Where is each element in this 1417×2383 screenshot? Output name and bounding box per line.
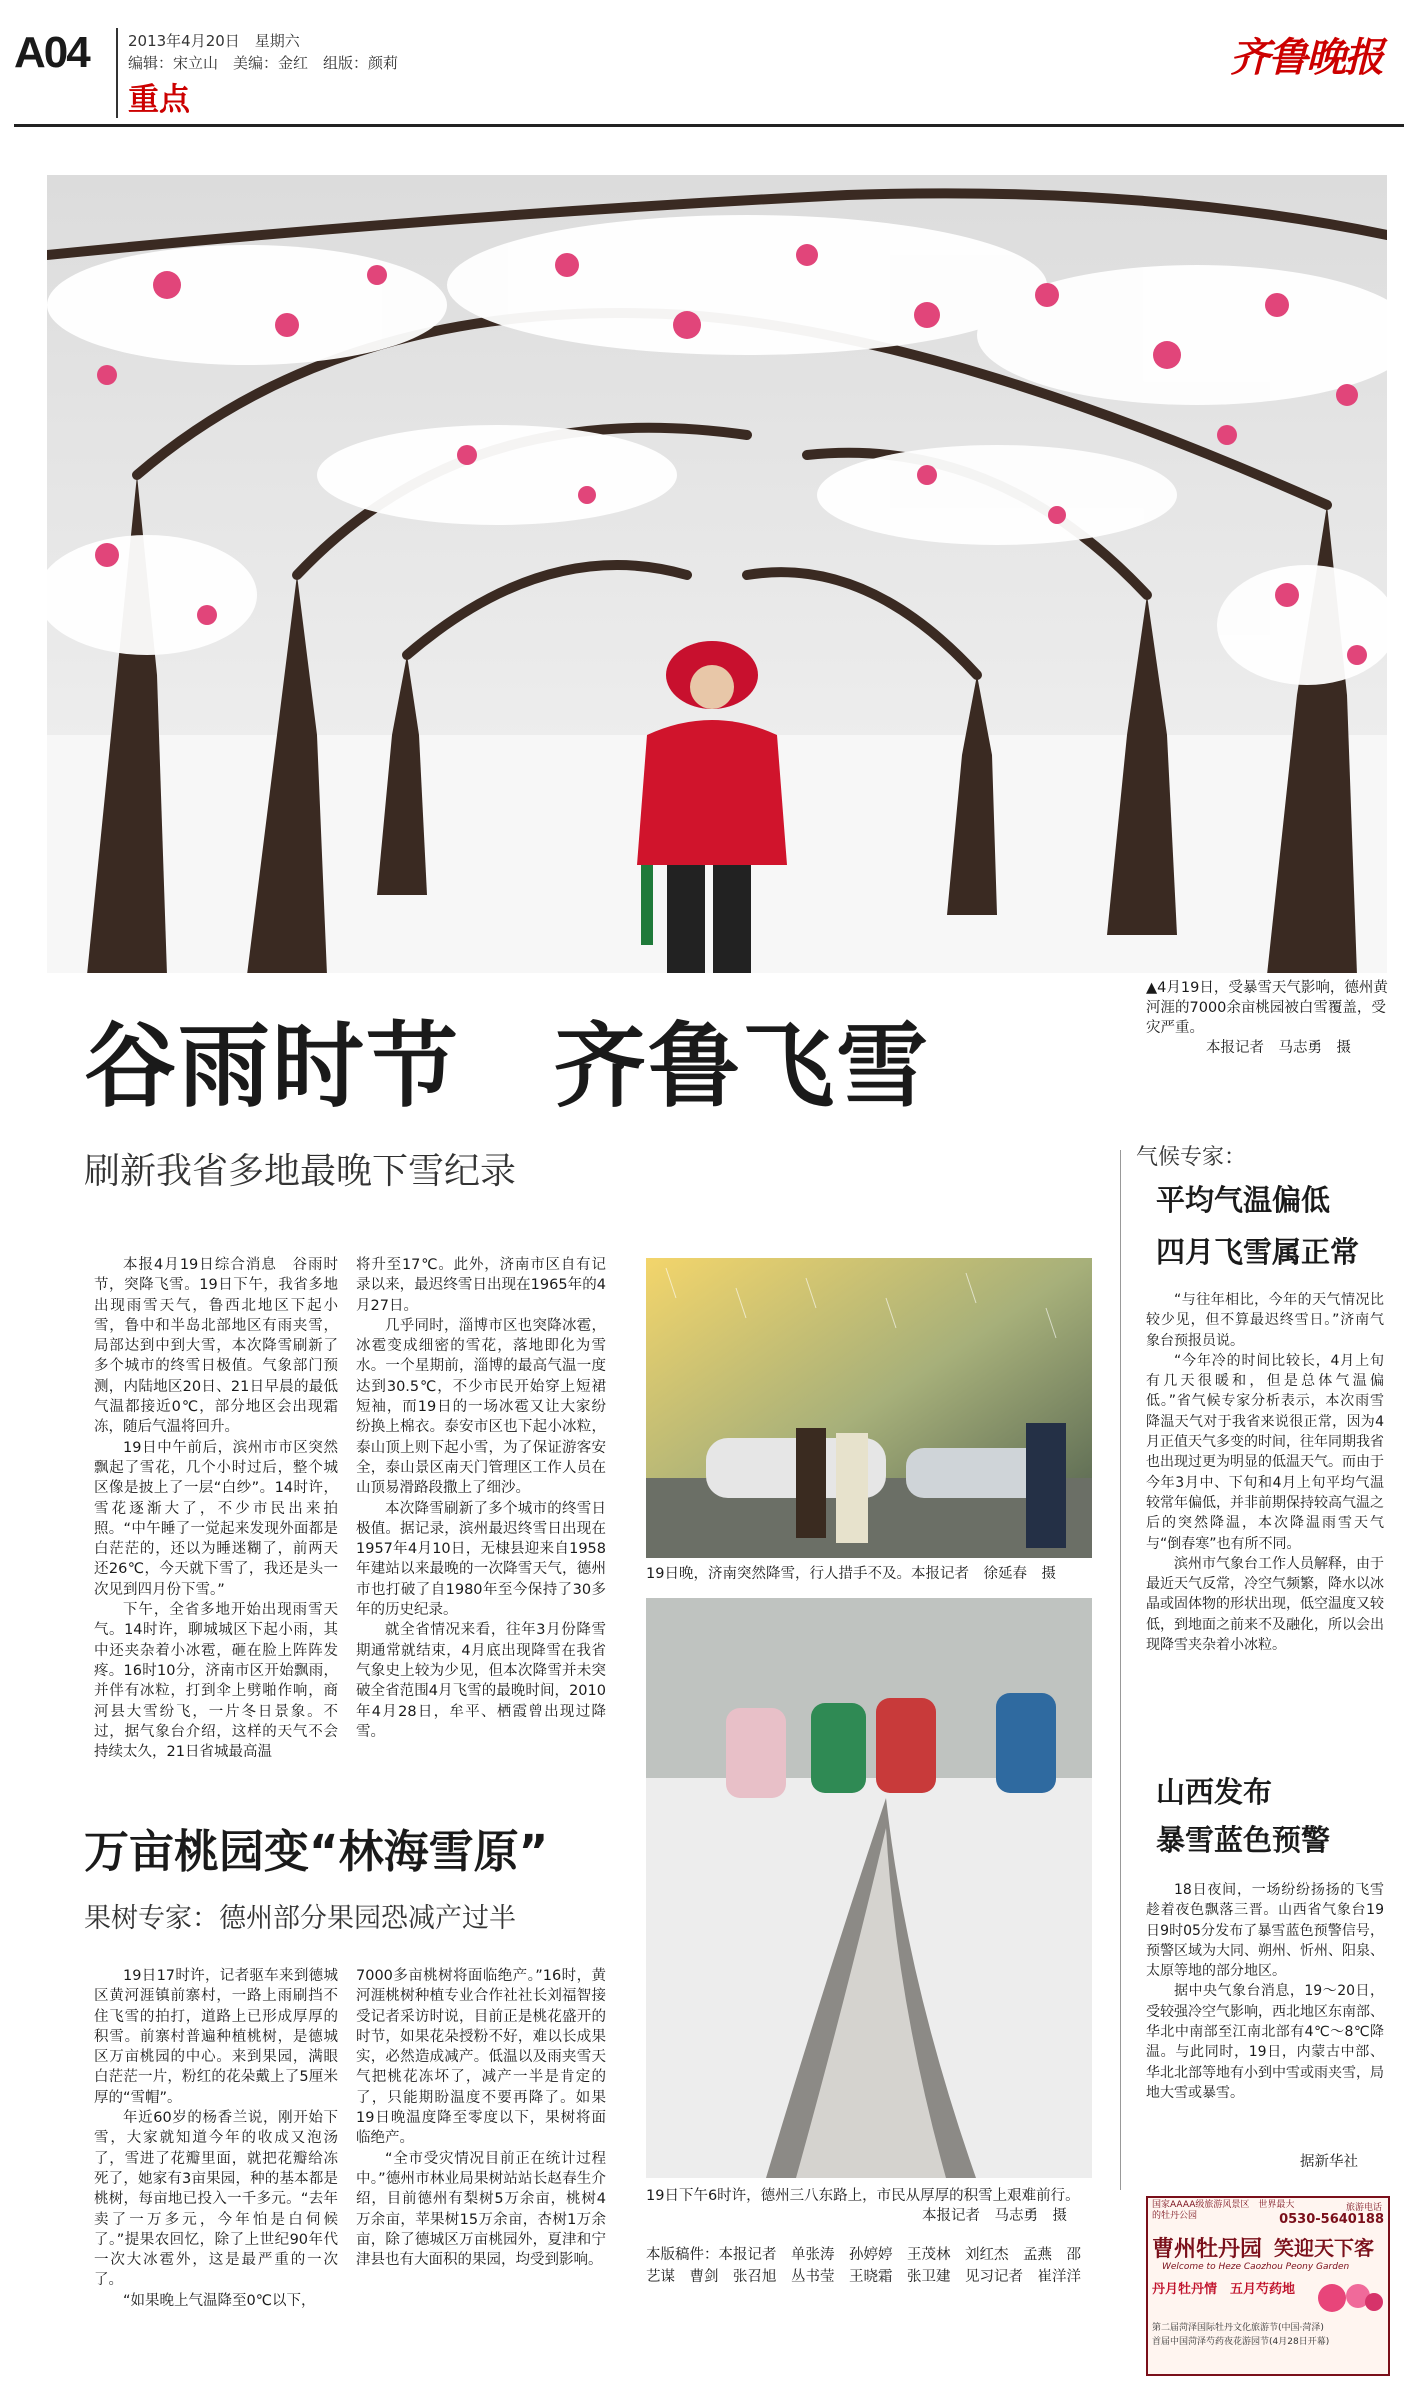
shanxi-title-line2: 暴雪蓝色预警 [1156, 1823, 1331, 1857]
section-label: 重点 [128, 82, 190, 118]
main-col1-para: 本报4月19日综合消息 谷雨时节，突降飞雪。19日下午，我省多地出现雨雪天气，鲁西北地区下起小雪，鲁中和半岛北部地区有雨夹雪，局部达到中到大雪，本次降雪刷新了多个城市的终雪日极值。气象部门预测，内陆地区20日、21日早晨的最低气温都接近0℃，部分地区会出现霜冻，随后气温将回升。 [94, 1257, 338, 1436]
page-number: A04 [14, 28, 89, 77]
header-rule [14, 124, 1404, 127]
expert-kicker: 气候专家： [1136, 1145, 1247, 1170]
ad-slogan: 笑迎天下客 [1274, 2236, 1374, 2260]
shanxi-credit: 据新华社 [1300, 2154, 1358, 2170]
main-col2-para: 就全省情况来看，往年3月份降雪期通常就结束，4月底出现降雪在我省气象史上较为少见，但本次降雪并未突破全省范围4月飞雪的最晚时间，2010年4月28日，牟平、栖霞曾出现过降雪。 [356, 1622, 606, 1740]
hero-photo-drawing [47, 175, 1387, 973]
ad-tag-line: 国家AAAA级旅游风景区 世界最大的牡丹公园 [1152, 2200, 1295, 2221]
hero-caption-text: ▲4月19日，受暴雪天气影响，德州黄河涯的7000余亩桃园被白雪覆盖，受灾严重。 [1146, 980, 1388, 1036]
ad-english: Welcome to Heze Caozhou Peony Garden [1162, 2262, 1350, 2272]
photo-rain-caption: 19日晚，济南突然降雪，行人措手不及。本报记者 徐延春 摄 [646, 1566, 1056, 1582]
main-col2-para: 本次降雪刷新了多个城市的终雪日极值。据记录，滨州最迟终雪日出现在1957年4月10日，无棣县迎来自1958年建站以来最晚的一次降雪天气，德州市也打破了自1980年至今保持了30多年的历史纪录。 [356, 1500, 606, 1619]
expert-para: 滨州市气象台工作人员解释，由于最近天气反常，冷空气频繁，降水以冰晶或固体物的形状出现，低空温度又较低，到地面之前来不及融化，所以会出现降雪夹杂着小冰粒。 [1146, 1555, 1384, 1654]
rain-photo-drawing [646, 1258, 1092, 1558]
peach-col1-para: 19日17时许，记者驱车来到德城区黄河涯镇前寨村，一路上雨刷挡不住飞雪的拍打，道路上已形成厚厚的积雪。前寨村普遍种植桃树，是德城区万亩桃园的中心。来到果园，满眼白茫茫一片，粉红的花朵戴上了5厘米厚的“雪帽”。 [94, 1968, 338, 2106]
photo-street-credit: 本报记者 马志勇 摄 [922, 2208, 1067, 2224]
contributors-label: 本版稿件： [646, 2247, 719, 2263]
ad-peony-garden[interactable] [1146, 2196, 1390, 2376]
peach-story-col2 [356, 1966, 606, 2270]
hero-caption-credit: 本报记者 马志勇 摄 [1206, 1040, 1351, 1056]
hero-caption [1146, 978, 1396, 1038]
ad-footer-line2: 首届中国菏泽芍药夜花游园节(4月28日开幕) [1152, 2337, 1330, 2347]
peach-col1-para: 年近60岁的杨香兰说，刚开始下雪，大家就知道今年的收成又泡汤了，雪进了花瓣里面，就把花瓣给冻死了，她家有3亩果园，种的基本都是桃树，每亩地已投入一千多元。“去年卖了一万多元，今年怕是白伺候了。”提果农回忆，除了上世纪90年代一次大冰雹外，这是最严重的一次了。 [94, 2110, 338, 2289]
main-subhead: 刷新我省多地最晚下雪纪录 [84, 1151, 517, 1192]
shanxi-body [1146, 1880, 1384, 2103]
photo-dezhou-snowy-street [646, 1598, 1092, 2178]
main-col1-para: 19日中午前后，滨州市市区突然飘起了雪花，几个小时过后，整个城区像是披上了一层“白纱”。14时许，雪花逐渐大了，不少市民出来拍照。“中午睡了一觉起来发现外面都是白茫茫的，还以为睡迷糊了，前两天还26℃，今天就下雪了，我还是头一次见到四月份下雪。” [94, 1439, 338, 1598]
date-line: 2013年4月20日 星期六 [128, 32, 300, 50]
main-col1-para: 下午，全省多地开始出现雨雪天气。14时许，聊城城区下起小雨，其中还夹杂着小冰雹，砸在脸上阵阵发疼。16时10分，济南市区开始飘雨，并伴有冰粒，打到伞上劈啪作响，商河县大雪纷飞，一片冬日景象。不过，据气象台介绍，这样的天气不会持续太久，21日省城最高温 [94, 1602, 338, 1761]
shanxi-title-line1: 山西发布 [1156, 1775, 1273, 1809]
hero-photo-snowy-peach-orchard [47, 175, 1387, 973]
ad-phone-label: 旅游电话 [1345, 2203, 1382, 2213]
main-col2-para: 几乎同时，淄博市区也突降冰雹，冰雹变成细密的雪花，落地即化为雪水。一个星期前，淄博的最高气温一度达到30.5℃，不少市民开始穿上短裙短袖，而19日的一场冰雹又让大家纷纷换上棉衣。泰安市区也下起小冰粒，泰山顶上则下起小雪，为了保证游客安全，泰山景区南天门管理区工作人员在山顶易滑路段撒上了细沙。 [356, 1317, 606, 1497]
photo-street-caption-text: 19日下午6时许，德州三八东路上，市民从厚厚的积雪上艰难前行。 [646, 2188, 1080, 2204]
street-photo-drawing [646, 1598, 1092, 2178]
ad-flowers [1314, 2278, 1384, 2318]
ad-event-line: 丹月牡丹情 五月芍药地 [1152, 2282, 1296, 2297]
main-col2-para: 将升至17℃。此外，济南市区自有记录以来，最迟终雪日出现在1965年的4月27日。 [356, 1257, 606, 1314]
main-story-col2 [356, 1255, 606, 1742]
peach-story-col1 [94, 1966, 338, 2311]
main-headline: 谷雨时节 齐鲁飞雪 [84, 1013, 931, 1120]
photo-street-caption [646, 2186, 1096, 2206]
staff-line: 编辑：宋立山 美编：金红 组版：颜莉 [128, 54, 399, 72]
expert-body [1146, 1290, 1384, 1655]
ad-phone: 0530-5640188 [1279, 2212, 1384, 2227]
expert-para: “今年冷的时间比较长，4月上旬有几天很暖和，但是总体气温偏低。”省气候专家分析表示，本次雨雪降温天气对于我省来说很正常，因为4月正值天气多变的时间，往年同期我省也出现过更为明显的低温天气。而由于今年3月中、下旬和4月上旬平均气温较常年偏低，并非前期保持较高气温之后的突然降温，本次降温雨雪天气与“倒春寒”也有所不同。 [1146, 1352, 1384, 1552]
column-rule [1120, 1150, 1121, 2190]
expert-para: “与往年相比，今年的天气情况比较少见，但不算最迟终雪日。”济南气象台预报员说。 [1146, 1292, 1384, 1349]
peach-col1-para: “如果晚上气温降至0℃以下， [123, 2292, 316, 2309]
peach-col2-para: “全市受灾情况目前正在统计过程中。”德州市林业局果树站站长赵春生介绍，目前德州有梨树5万余亩，桃树4万余亩，苹果树15万余亩，杏树1万余亩，除了德城区万亩桃园外，夏津和宁津县也有大面积的果园，均受到影响。 [356, 2150, 606, 2269]
peach-headline: 万亩桃园变“林海雪原” [84, 1825, 549, 1878]
expert-title-line2: 四月飞雪属正常 [1156, 1235, 1360, 1269]
peach-subhead: 果树专家：德州部分果园恐减产过半 [84, 1903, 516, 1934]
contributors-block [646, 2244, 1090, 2288]
main-story-col1 [94, 1255, 338, 1762]
shanxi-para: 据中央气象台消息，19～20日，受较强冷空气影响，西北地区东南部、华北中南部至江南北部有4℃～8℃降温。与此同时，19日，内蒙古中部、华北北部等地有小到中雪或雨夹雪，局地大雪或暴雪。 [1146, 1983, 1384, 2101]
masthead-logo: 齐鲁晚报 [1230, 34, 1382, 81]
peony-icon [1314, 2278, 1384, 2318]
contributors-names: 本报记者 单张涛 孙婷婷 王茂林 刘红杰 孟燕 邵艺谋 曹剑 张召旭 丛书莹 王晓霜 张卫建 见习记者 崔洋洋 [646, 2247, 1081, 2285]
peach-col2-para: 7000多亩桃树将面临绝产。”16时，黄河涯桃树种植专业合作社社长刘福智接受记者采访时说，目前正是桃花盛开的时节，如果花朵授粉不好，难以长成果实，必然造成减产。低温以及雨夹雪天气把桃花冻坏了，减产一半是肯定的了，只能期盼温度不要再降了。如果19日晚温度降至零度以下，果树将面临绝产。 [356, 1968, 606, 2147]
photo-jinan-snow-pedestrians [646, 1258, 1092, 1558]
header-divider [116, 28, 118, 118]
expert-title-line1: 平均气温偏低 [1156, 1183, 1331, 1217]
ad-name: 曹州牡丹园 [1152, 2237, 1263, 2262]
ad-footer-line1: 第二届菏泽国际牡丹文化旅游节(中国·菏泽) [1152, 2323, 1324, 2333]
shanxi-para: 18日夜间，一场纷纷扬扬的飞雪趁着夜色飘落三晋。山西省气象台19日9时05分发布了暴雪蓝色预警信号，预警区域为大同、朔州、忻州、阳泉、太原等地的部分地区。 [1146, 1882, 1384, 1980]
